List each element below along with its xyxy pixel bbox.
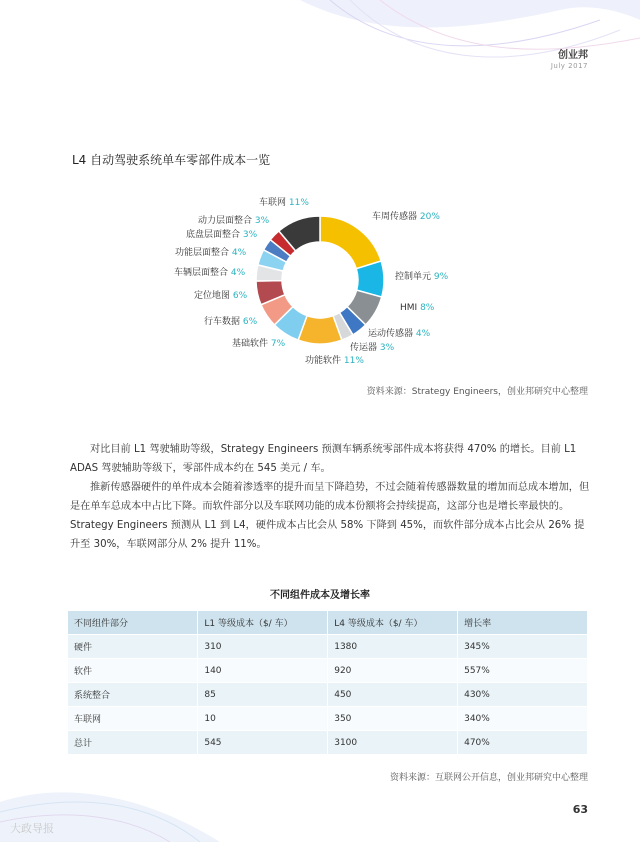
table-cell: 10 — [198, 707, 328, 731]
table-cell: 545 — [198, 731, 328, 755]
table-cell: 450 — [328, 683, 458, 707]
slice-label: 运动传感器 4% — [368, 329, 431, 339]
page-number: 63 — [572, 803, 588, 816]
donut-slice — [320, 216, 381, 269]
slice-label: 控制单元 9% — [395, 272, 449, 282]
table-cell: 430% — [458, 683, 588, 707]
paragraph: 对比目前 L1 驾驶辅助等级，Strategy Engineers 预测车辆系统零部件成本将获得 470% 的增长。目前 L1 ADAS 驾驶辅助等级下，零部件成本约在 545 美元 / 车。 — [70, 444, 577, 474]
table-cell: 硬件 — [68, 635, 198, 659]
table-cell: 140 — [198, 659, 328, 683]
table-cell: 软件 — [68, 659, 198, 683]
table-cell: 总计 — [68, 731, 198, 755]
table-cell: 310 — [198, 635, 328, 659]
slice-label: 基础软件 7% — [232, 339, 286, 349]
slice-label: 车辆层面整合 4% — [174, 268, 246, 278]
table-cell: 1380 — [328, 635, 458, 659]
watermark: 大政导报 — [10, 822, 54, 835]
slice-label: 车周传感器 20% — [372, 212, 440, 222]
slice-label: 定位地图 6% — [194, 291, 248, 301]
table-row — [68, 659, 588, 683]
header-cell: L1 等级成本（$/ 车） — [198, 611, 328, 635]
table-row — [68, 683, 588, 707]
table-cell: 345% — [458, 635, 588, 659]
table-title: 不同组件成本及增长率 — [270, 590, 370, 601]
table-cell: 350 — [328, 707, 458, 731]
slice-label: HMI 8% — [400, 303, 435, 313]
slice-label: 功能软件 11% — [305, 356, 364, 366]
table-cell: 340% — [458, 707, 588, 731]
header-cell: 不同组件部分 — [68, 611, 198, 635]
table-cell: 470% — [458, 731, 588, 755]
slice-label: 传运器 3% — [350, 343, 395, 353]
slice-label: 功能层面整合 4% — [175, 248, 247, 258]
cost-table — [68, 611, 588, 755]
issue-date: July 2017 — [550, 62, 588, 70]
paragraph: 推新传感器硬件的单件成本会随着渗透率的提升而呈下降趋势，不过会随着传感器数量的增加而总成本增加，但是在单车总成本中占比下降。而软件部分以及车联网功能的成本份额将会持续提高，这部分也是增长率最快的。Strategy Engineers 预测从 L1 到 L4，硬件成本占比会从 58% 下降到 45%，而软件部分成本占比会从 26% 提升至 30%，车联网部分从 2% 提升 11%。 — [70, 482, 590, 550]
header-cell: 增长率 — [458, 611, 588, 635]
table-row — [68, 731, 588, 755]
chart-title: L4 自动驾驶系统单车零部件成本一览 — [72, 153, 271, 167]
header-cell: L4 等级成本（$/ 车） — [328, 611, 458, 635]
donut-chart — [0, 0, 640, 400]
chart-source: 资料来源：Strategy Engineers，创业邦研究中心整理 — [366, 387, 588, 397]
table-cell: 系统整合 — [68, 683, 198, 707]
table-row — [68, 707, 588, 731]
table-cell: 3100 — [328, 731, 458, 755]
slice-label: 车联网 11% — [259, 198, 309, 208]
table-cell: 85 — [198, 683, 328, 707]
table-header-row — [68, 611, 588, 635]
body-text — [70, 440, 590, 554]
table-cell: 920 — [328, 659, 458, 683]
table-cell: 557% — [458, 659, 588, 683]
brand-name: 创业邦 — [558, 50, 588, 61]
slice-label: 动力层面整合 3% — [198, 216, 270, 226]
slice-label: 底盘层面整合 3% — [186, 230, 258, 240]
table-source: 资料来源：互联网公开信息，创业邦研究中心整理 — [389, 773, 588, 783]
table-row — [68, 635, 588, 659]
table-cell: 车联网 — [68, 707, 198, 731]
slice-label: 行车数据 6% — [204, 317, 258, 327]
